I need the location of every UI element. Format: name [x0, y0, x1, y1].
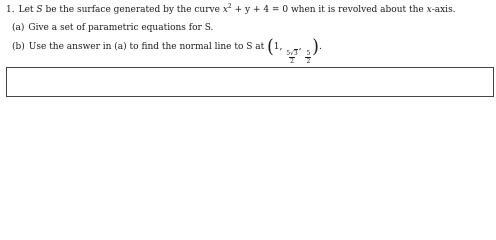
problem-number: 1.	[6, 5, 15, 15]
curve-x: x	[222, 5, 228, 15]
left-paren: (	[267, 36, 274, 58]
part-b-text: Use the answer in (a) to find the normal line to S at	[28, 42, 265, 52]
problem-stem-end: -axis.	[431, 5, 456, 15]
point-y-coef: 5	[286, 50, 291, 57]
answer-input-box[interactable]	[6, 67, 494, 97]
point-y-denominator: 2	[290, 58, 294, 65]
part-b	[12, 36, 322, 65]
right-paren: )	[312, 36, 319, 58]
point-z-denominator: 2	[306, 58, 311, 65]
problem-stem-after: when it is revolved about the	[290, 5, 424, 15]
problem-statement	[6, 4, 456, 16]
point-x: 1	[273, 42, 280, 52]
point-y-radicand: 3	[293, 50, 298, 57]
curve-rest: + y + 4 = 0	[234, 5, 289, 15]
part-a-text: Give a set of parametric equations for S.	[28, 23, 214, 33]
point-coordinates: (1, $\frac{5√3}{2}$ , $\frac{5}{2}$ )	[267, 36, 319, 65]
part-b-end: .	[318, 42, 322, 52]
part-b-label: (b)	[12, 42, 25, 52]
point-z-numerator: 5	[306, 50, 311, 57]
curve-equation	[223, 5, 288, 15]
sqrt-icon: √	[290, 50, 294, 57]
problem-stem-mid: be the surface generated by the curve	[45, 5, 220, 15]
axis-variable: x	[426, 5, 432, 15]
surface-variable: S	[36, 5, 43, 15]
part-a	[12, 22, 213, 34]
point-z-fraction	[305, 50, 311, 65]
point-y-fraction	[286, 50, 297, 65]
curve-exponent: 2	[227, 3, 232, 10]
problem-stem-before: Let	[18, 5, 34, 15]
part-a-label: (a)	[12, 23, 25, 33]
